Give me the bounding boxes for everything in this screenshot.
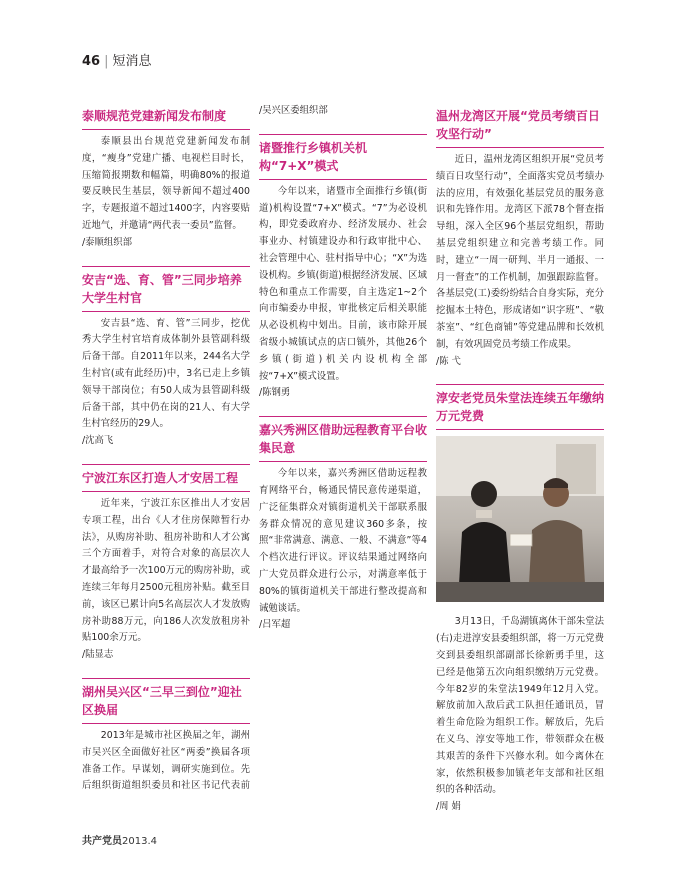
article-title: 宁波江东区打造人才安居工程	[82, 464, 250, 492]
issue-number: 2013.4	[122, 836, 157, 847]
article-body: 3月13日，千岛湖镇离休干部朱堂法(右)走进淳安县委组织部，将一万元党费交到县委组织部副部长徐新勇手里，这已经是他第五次向组织缴纳万元党费。今年82岁的朱堂法1949年12月入党。解放前加入敌后武工队担任通讯员，冒着生命危险为组织工作。解放后，先后在义乌、淳安等地工作，带领群众在极其艰苦的条件下兴修水利。如今离休在家，依然积极参加镇老年支部和社区组织的各种活动。	[436, 616, 604, 796]
article-byline: /陆显志	[82, 649, 114, 661]
article-title: 安吉“选、育、管”三同步培养大学生村官	[82, 266, 250, 312]
article-byline: /沈高飞	[82, 435, 114, 447]
article-byline: /泰顺组织部	[82, 236, 133, 248]
article-body: 近年来，宁波江东区推出人才安居专项工程，出台《人才住房保障暂行办法》，从购房补助、租房补助和人才公寓三个方面着手，对符合对象的高层次人才最高给予一次100万元的购房补助，或连续三年每月2500元租房补贴。截至目前，该区已累计向5名高层次人才发放购房补助88万元，向186人次发放租房补贴100余万元。	[82, 497, 250, 644]
header-divider: |	[104, 54, 109, 69]
article-byline: /周 娟	[436, 801, 461, 813]
magazine-logo: 共产党员	[82, 836, 122, 847]
article-title: 泰顺规范党建新闻发布制度	[82, 103, 250, 130]
article-body: 2013年是城市社区换届之年，湖州市吴兴区全面做好社区“两委”换届各项准备工作。早谋划，调研实施到位。先后组织街道组织委员和社区书记代表前	[82, 729, 250, 792]
article-title: 嘉兴秀洲区借助远程教育平台收集民意	[259, 416, 427, 462]
article-byline: /陈 弋	[436, 355, 461, 367]
article-byline: /吕军超	[259, 619, 291, 631]
column-right	[436, 103, 604, 830]
article-byline: /陈钢勇	[259, 387, 291, 399]
news-photo	[436, 436, 604, 602]
page-number: 46	[82, 54, 101, 69]
article-title: 淳安老党员朱堂法连续五年缴纳万元党费	[436, 384, 604, 430]
article-title: 温州龙湾区开展“党员考绩百日攻坚行动”	[436, 103, 604, 148]
article-title: 诸暨推行乡镇机关机构“7+X”模式	[259, 134, 427, 180]
page-header	[82, 50, 152, 69]
section-name: 短消息	[112, 54, 152, 69]
article-body: 近日，温州龙湾区组织开展“党员考绩百日攻坚行动”，全面落实党员考绩办法的应用，有效强化基层党员的服务意识和先锋作用。龙湾区下派78个督查指导组，深入全区96个基层党组织，帮助基层党组织建立和完善考绩工作。同时，建立“一周一研判、半月一通报、一月一督查”的工作机制，加强跟踪监督。各基层党(工)委纷纷结合自身实际，充分挖掘本土特色，形成诸如“识字班”、“敬茶室”、“红色商铺”等党建品牌和长效机制，有效巩固党员考绩工作成果。	[436, 154, 604, 350]
article-body: 安吉县“选、育、管”三同步，挖优秀大学生村官培育成体制外县管副科级后备干部。自2011年以来，244名大学生村官(或有此经历)中，3名已走上乡镇领导干部岗位；有50人成为县管副科级后备干部，其中仍在岗的21人、有大学生村官经历的29人。	[82, 317, 250, 430]
column-middle	[259, 103, 427, 648]
article-byline: /吴兴区委组织部	[259, 105, 328, 116]
column-left	[82, 103, 250, 796]
page-footer	[82, 832, 157, 847]
article-body: 今年以来，诸暨市全面推行乡镇(街道)机构设置“7+X”模式。“7”为必设机构，即党委政府办、经济发展办、社会事业办、村镇建设办和行政审批中心、社会管理中心、驻村指导中心；“X”为选设机构。乡镇(街道)根据经济发展、区域特色和重点工作需要，自主选定1~2个向市编委办申报，审批核定后相关职能从必设机构中划出。目前，该市除开展省级小城镇试点的店口镇外，其他26个乡镇(街道)机关内设机构全部按“7+X”模式设置。	[259, 185, 427, 382]
article-body: 今年以来，嘉兴秀洲区借助远程教育网络平台，畅通民情民意传递渠道，广泛征集群众对镇街道机关干部联系服务群众情况的意见建议360多条，按照“非常满意、满意、一般、不满意”等4个档次进行评议。评议结果通过网络向广大党员群众进行公示，对满意率低于80%的镇街道机关干部进行整改提高和诫勉谈话。	[259, 468, 427, 614]
article-body: 泰顺县出台规范党建新闻发布制度，“瘦身”党建广播、电视栏目时长，压缩简报期数和幅篇，明确80%的报道要反映民生基层，领导新闻不超过400字，专题报道不超过1400字，内容要贴近地气，并邀请“两代表一委员”监督。	[82, 136, 250, 231]
article-title: 湖州吴兴区“三早三到位”迎社区换届	[82, 678, 250, 724]
